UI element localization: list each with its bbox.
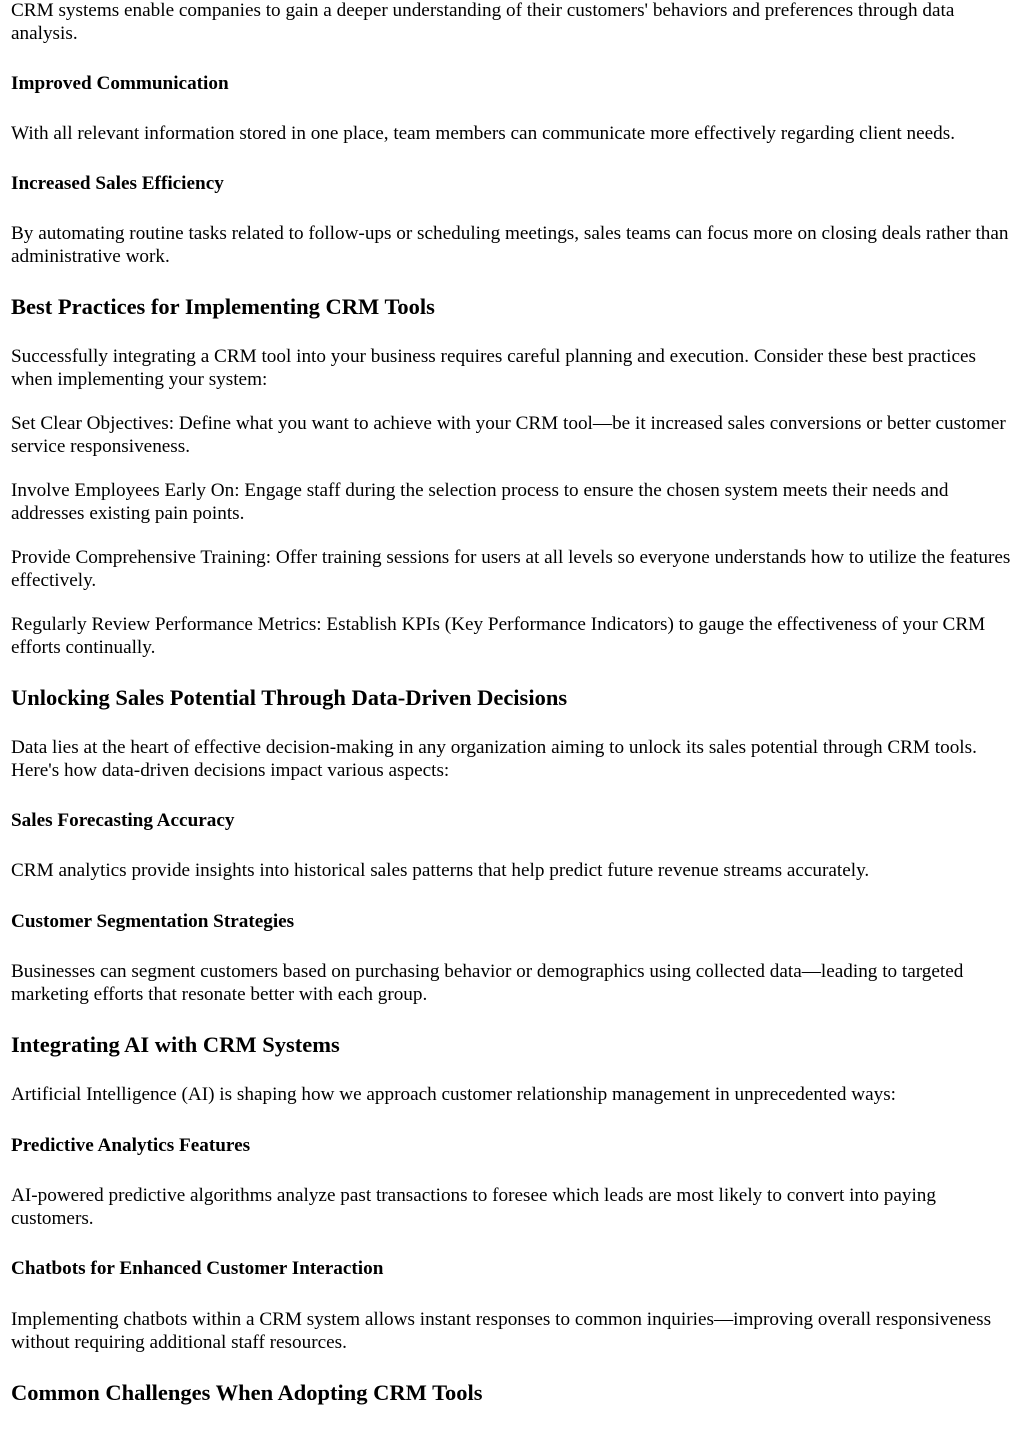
heading-increased-sales-efficiency: Increased Sales Efficiency [11,173,224,194]
paragraph-increased-sales-efficiency: By automating routine tasks related to follow-ups or scheduling meetings, sales teams can focus more on closing deals rather than administrative work. [11,223,1009,267]
paragraph-sales-forecasting: CRM analytics provide insights into historical sales patterns that help predict future revenue streams accurately. [11,860,870,881]
paragraph-predictive-analytics: AI-powered predictive algorithms analyze past transactions to foresee which leads are most likely to convert into paying customers. [11,1185,936,1229]
heading-unlocking-sales-potential: Unlocking Sales Potential Through Data-Driven Decisions [11,685,568,710]
paragraph-set-clear-objectives: Set Clear Objectives: Define what you want to achieve with your CRM tool—be it increased sales conversions or better customer service responsiveness. [11,413,1006,457]
paragraph-best-practices-intro: Successfully integrating a CRM tool into your business requires careful planning and execution. Consider these best practices when implementing your system: [11,346,977,390]
paragraph-customer-segmentation: Businesses can segment customers based on purchasing behavior or demographics using collected data—leading to targeted marketing efforts that resonate better with each group. [11,961,964,1005]
heading-chatbots: Chatbots for Enhanced Customer Interaction [11,1258,384,1279]
heading-integrating-ai: Integrating AI with CRM Systems [11,1032,340,1057]
paragraph-data-driven-intro: Data lies at the heart of effective decision-making in any organization aiming to unlock its sales potential through CRM tools. Here's how data-driven decisions impact various aspects: [11,737,977,781]
heading-best-practices: Best Practices for Implementing CRM Tools [11,294,435,319]
heading-sales-forecasting: Sales Forecasting Accuracy [11,810,235,831]
paragraph-integrating-ai-intro: Artificial Intelligence (AI) is shaping how we approach customer relationship management in unprecedented ways: [11,1084,896,1105]
paragraph-chatbots: Implementing chatbots within a CRM system allows instant responses to common inquiries—improving overall responsiveness without requiring additional staff resources. [11,1309,992,1353]
heading-predictive-analytics: Predictive Analytics Features [11,1135,251,1156]
paragraph-improved-communication: With all relevant information stored in one place, team members can communicate more effectively regarding client needs. [11,123,956,144]
heading-common-challenges: Common Challenges When Adopting CRM Tools [11,1380,483,1405]
paragraph-involve-employees: Involve Employees Early On: Engage staff during the selection process to ensure the chosen system meets their needs and addresses existing pain points. [11,480,949,524]
heading-improved-communication: Improved Communication [11,73,229,94]
article-content [11,0,1014,1406]
paragraph-crm-understanding: CRM systems enable companies to gain a deeper understanding of their customers' behaviors and preferences through data analysis. [11,0,955,44]
heading-customer-segmentation: Customer Segmentation Strategies [11,911,295,932]
paragraph-provide-training: Provide Comprehensive Training: Offer training sessions for users at all levels so everyone understands how to utilize the features effectively. [11,547,1011,591]
paragraph-review-metrics: Regularly Review Performance Metrics: Establish KPIs (Key Performance Indicators) to gauge the effectiveness of your CRM efforts continually. [11,614,986,658]
